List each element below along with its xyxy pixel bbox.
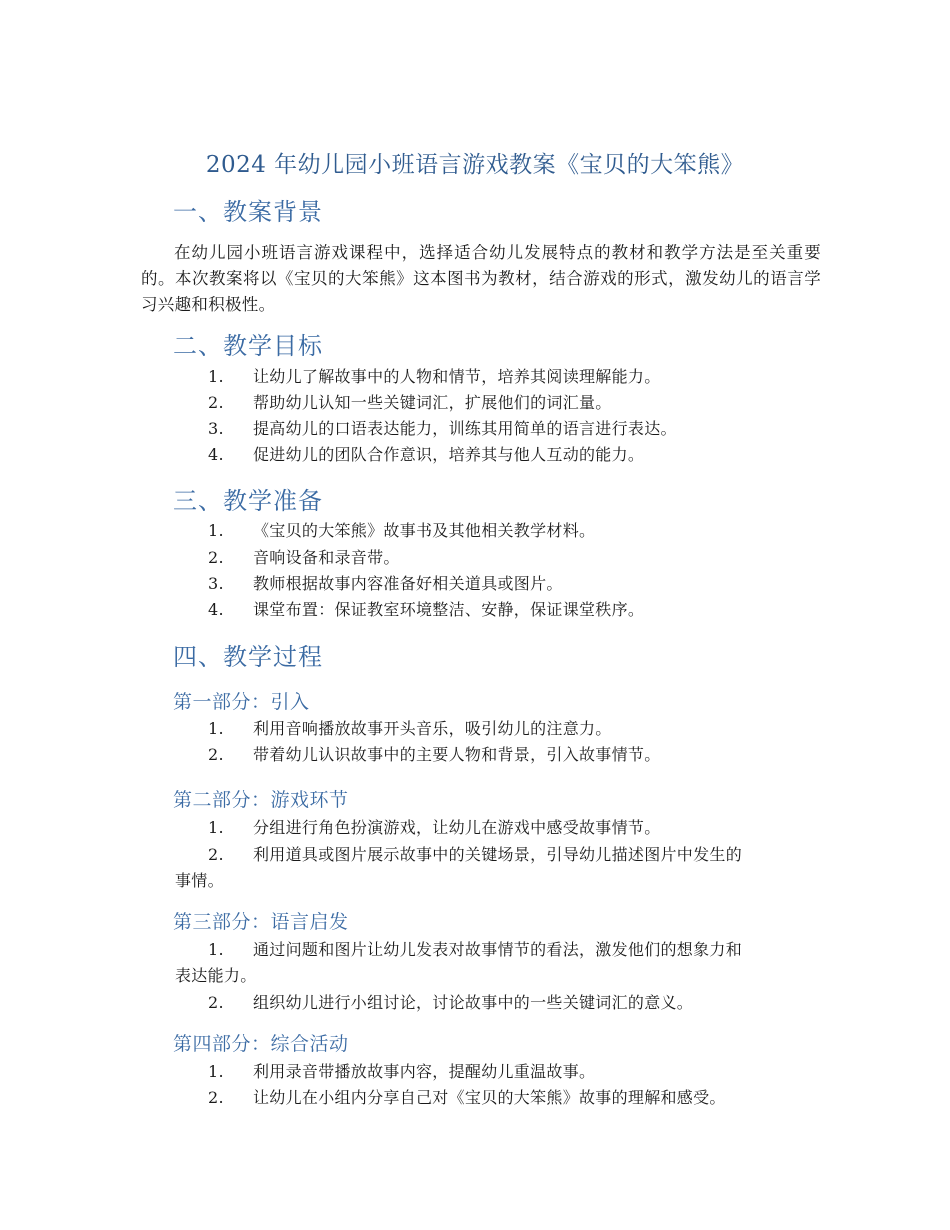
heading-goals: 二、教学目标	[173, 332, 323, 360]
heading-background: 一、教案背景	[173, 198, 323, 226]
heading-prep: 三、教学准备	[173, 487, 323, 515]
heading-part4: 第四部分：综合活动	[173, 1033, 349, 1055]
heading-part2: 第二部分：游戏环节	[173, 789, 349, 811]
heading-part3: 第三部分：语言启发	[173, 911, 349, 933]
heading-part1: 第一部分：引入	[173, 691, 310, 713]
document-page: 2024 年幼儿园小班语言游戏教案《宝贝的大笨熊》 一、教案背景 在幼儿园小班语言游戏课程中，选择适合幼儿发展特点的教材和教学方法是至关重要的。本次教案将以《宝贝的大笨熊》这本图书为教材，结合游戏的形式，激发幼儿的语言学习兴趣和积极性。 二、教学目标 1. 让幼儿了解故事中的人物和情节，培养其阅读理解能力。 2. 帮助幼儿认知一些关键词汇，扩展他们的词汇量。 3. 提高幼儿的口语表达能力，训练其用简单的语言进行表达。 4. 促进幼儿的团队合作意识，培养其与他人互动的能力。 三、教学准备 1. 《宝贝的大笨熊》故事书及其他相关教学材料。 2. 音响设备和录音带。 3. 教师根据故事内容准备好相关道具或图片。 4. 课堂布置：保证教室环境整洁、安静，保证课堂秩序。 四、教学过程 第一部分：引入 1. 利用音响播放故事开头音乐，吸引幼儿的注意力。 2. 带着幼儿认识故事中的主要人物和背景，引入故事情节。 第二部分：游戏环节 1. 分组进行角色扮演游戏，让幼儿在游戏中感受故事情节。 2. 利用道具或图片展示故事中的关键场景，引导幼儿描述图片中发生的 事情。 第三部分：语言启发 1. 通过问题和图片让幼儿发表对故事情节的看法，激发他们的想象力和 表达能力。 2. 组织幼儿进行小组讨论，讨论故事中的一些关键词汇的意义。 第四部分：综合活动 1. 利用录音带播放故事内容，提醒幼儿重温故事。 2. 让幼儿在小组内分享自己对《宝贝的大笨熊》故事的理解和感受。	[0, 0, 950, 1230]
document-title: 2024 年幼儿园小班语言游戏教案《宝贝的大笨熊》	[205, 152, 745, 178]
background-paragraph: 在幼儿园小班语言游戏课程中，选择适合幼儿发展特点的教材和教学方法是至关重要的。本次教案将以《宝贝的大笨熊》这本图书为教材，结合游戏的形式，激发幼儿的语言学习兴趣和积极性。	[141, 243, 821, 314]
heading-process: 四、教学过程	[173, 643, 323, 671]
